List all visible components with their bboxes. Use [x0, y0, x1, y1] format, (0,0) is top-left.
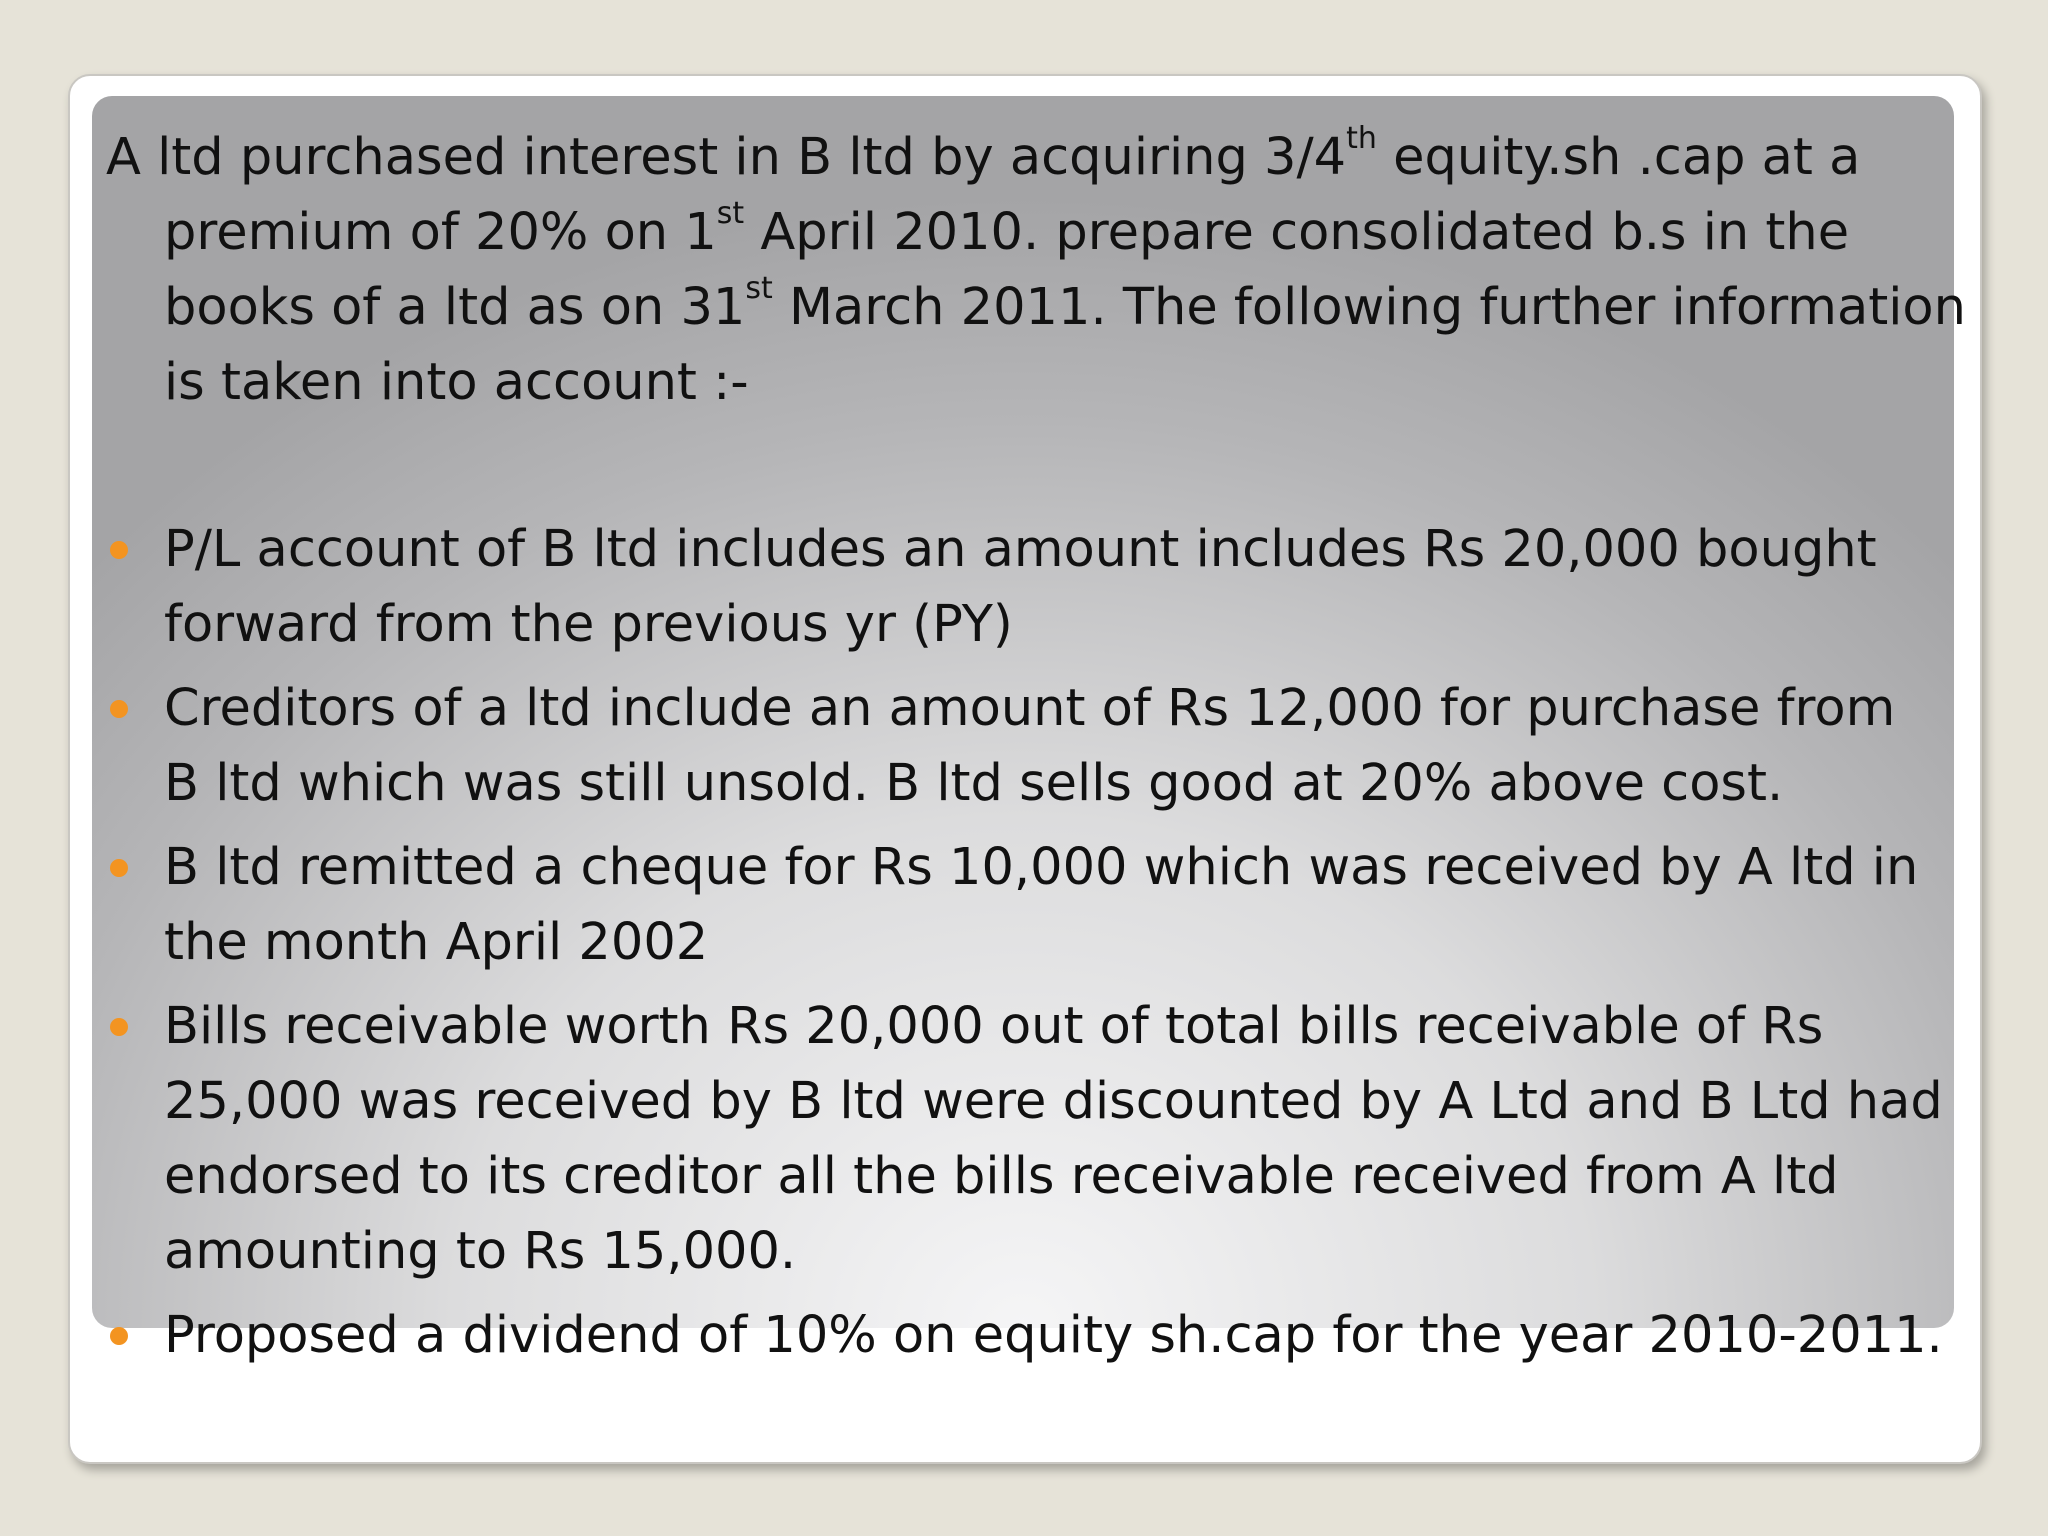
- intro-paragraph: [106, 120, 2004, 420]
- bullet-text: Bills receivable worth Rs 20,000 out of total bills receivable of Rs 25,000 was received by B ltd were discounted by A Ltd and B Ltd had endorsed to its creditor all the bills receivable received from A ltd amounting to Rs 15,000.: [164, 997, 1943, 1281]
- bullet-item-cheque: [106, 830, 1946, 980]
- intro-text-1: A ltd purchased interest in B ltd by acquiring 3/4: [106, 128, 1347, 187]
- bullet-item-bills-receivable: [106, 989, 1946, 1289]
- bullet-text: Creditors of a ltd include an amount of Rs 12,000 for purchase from B ltd which was still unsold. B ltd sells good at 20% above cost.: [164, 679, 1896, 813]
- bullet-item-creditors: [106, 671, 1946, 821]
- bullet-text: B ltd remitted a cheque for Rs 10,000 which was received by A ltd in the month April 2002: [164, 838, 1919, 972]
- bullet-icon: [110, 541, 128, 559]
- bullet-text: Proposed a dividend of 10% on equity sh.cap for the year 2010-2011.: [164, 1306, 1943, 1365]
- intro-superscript-st-2: st: [745, 271, 773, 306]
- bullet-icon: [110, 1018, 128, 1036]
- intro-superscript-th: th: [1346, 121, 1377, 156]
- bullet-item-dividend: [106, 1298, 1946, 1373]
- bullet-list: [106, 512, 1946, 1382]
- bullet-icon: [110, 1327, 128, 1345]
- intro-text-2: equity.sh .cap at a premium of 20% on 1: [164, 128, 1861, 262]
- intro-text-4: March 2011. The following further information is taken into account :-: [164, 278, 1966, 412]
- bullet-icon: [110, 859, 128, 877]
- bullet-item-pl-account: [106, 512, 1946, 662]
- bullet-icon: [110, 700, 128, 718]
- intro-text-3: April 2010. prepare consolidated b.s in the books of a ltd as on 31: [164, 203, 1850, 337]
- intro-superscript-st-1: st: [716, 196, 745, 231]
- bullet-text: P/L account of B ltd includes an amount includes Rs 20,000 bought forward from the previous yr (PY): [164, 520, 1877, 654]
